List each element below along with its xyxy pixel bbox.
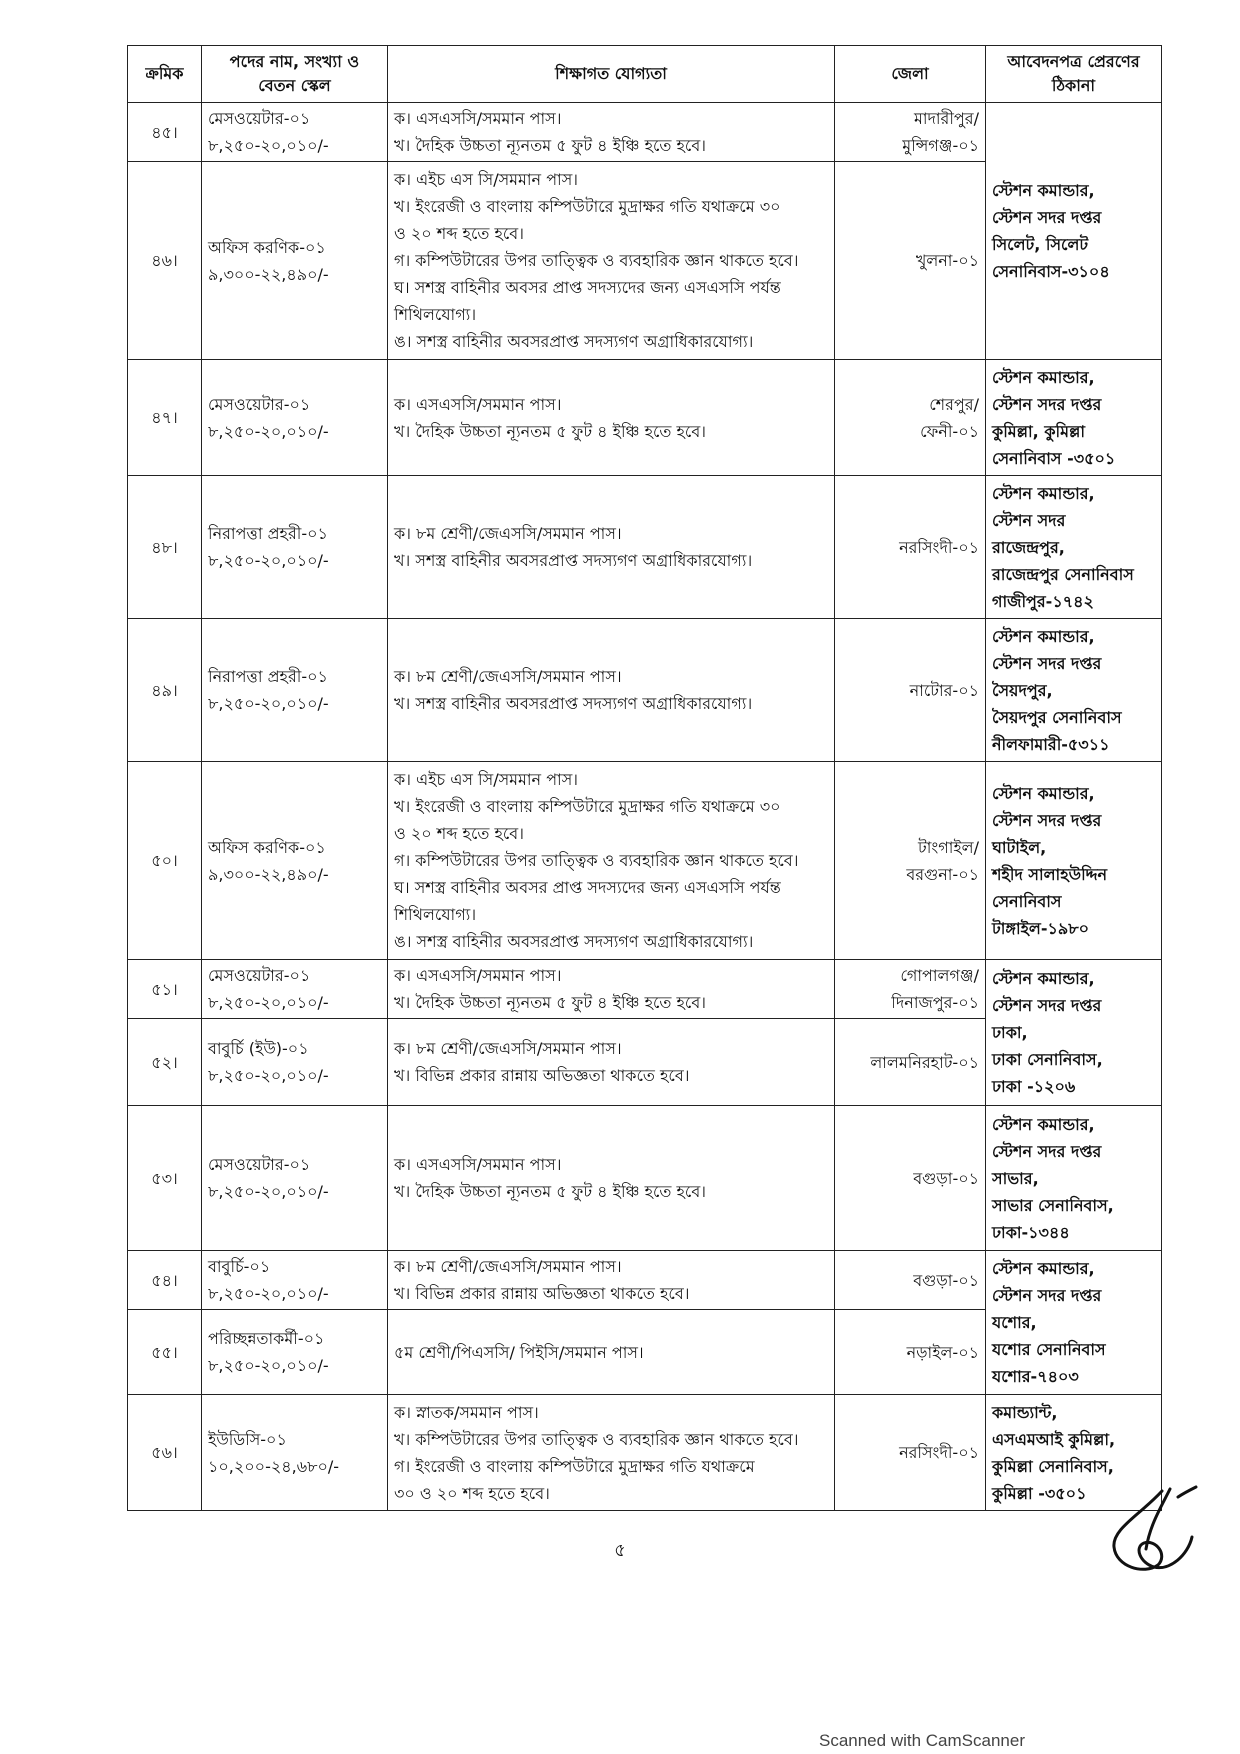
qualification-line: ঙ। সশস্ত্র বাহিনীর অবসরপ্রাপ্ত সদস্যগণ অগ্রাধিকারযোগ্য। <box>394 932 754 951</box>
address-line: ঢাকা -১২০৬ <box>992 1077 1076 1096</box>
address-line: স্টেশন কমান্ডার, <box>992 969 1095 988</box>
district-cell <box>835 1251 986 1310</box>
qualification-cell <box>388 1395 835 1511</box>
qualification-cell <box>388 619 835 762</box>
header-serial: ক্রমিক <box>128 46 202 103</box>
pay-scale: ৮,২৫০-২০,০১০/- <box>208 1182 329 1201</box>
table-row <box>128 476 1162 619</box>
serial-cell: ৪৮। <box>128 476 202 619</box>
table-row <box>128 1106 1162 1251</box>
post-name: বাবুর্চি (ইউ)-০১ <box>208 1039 309 1058</box>
post-cell <box>202 476 388 619</box>
pay-scale: ৮,২৫০-২০,০১০/- <box>208 421 329 441</box>
address-line: সৈয়দপুর সেনানিবাস <box>992 707 1122 727</box>
district-line: ফেনী-০১ <box>920 421 979 441</box>
signature-mark <box>1100 1485 1200 1580</box>
post-cell <box>202 1106 388 1251</box>
post-cell <box>202 1395 388 1511</box>
qualification-line: খ। বিভিন্ন প্রকার রান্নায় অভিজ্ঞতা থাকতে হবে। <box>394 1284 690 1303</box>
qualification-line: ক। এইচ এস সি/সমমান পাস। <box>394 770 578 789</box>
address-line: স্টেশন কমান্ডার, <box>992 626 1095 646</box>
address-line: সিলেট, সিলেট <box>992 235 1089 254</box>
table-row <box>128 960 1162 1019</box>
district-cell <box>835 762 986 960</box>
post-name: অফিস করণিক-০১ <box>208 837 326 857</box>
address-line: স্টেশন কমান্ডার, <box>992 483 1095 503</box>
address-line: যশোর-৭৪০৩ <box>992 1367 1079 1386</box>
address-line: সেনানিবাস <box>992 891 1062 911</box>
serial-cell: ৪৫। <box>128 103 202 162</box>
address-line: স্টেশন কমান্ডার, <box>992 783 1095 803</box>
post-cell <box>202 162 388 360</box>
qualification-line: খ। ইংরেজী ও বাংলায় কম্পিউটারে মুদ্রাক্ষর গতি যথাক্রমে ৩০ <box>394 797 781 816</box>
post-cell <box>202 360 388 476</box>
address-line: এসএমআই কুমিল্লা, <box>992 1429 1116 1449</box>
serial-cell: ৪৭। <box>128 360 202 476</box>
qualification-line: ঙ। সশস্ত্র বাহিনীর অবসরপ্রাপ্ত সদস্যগণ অগ্রাধিকারযোগ্য। <box>394 332 754 351</box>
table-row <box>128 360 1162 476</box>
address-line: কুমিল্লা -৩৫০১ <box>992 1483 1087 1503</box>
serial-cell: ৫০। <box>128 762 202 960</box>
qualification-line: ঘ। সশস্ত্র বাহিনীর অবসর প্রাপ্ত সদস্যদের জন্য এসএসসি পর্যন্ত <box>394 278 781 297</box>
address-line: স্টেশন সদর দপ্তর <box>992 1141 1102 1161</box>
district-line: মাদারীপুর/ <box>913 109 979 128</box>
address-cell <box>986 1251 1162 1395</box>
table-row <box>128 619 1162 762</box>
post-name: নিরাপত্তা প্রহরী-০১ <box>208 667 328 686</box>
qualification-line: ক। এসএসসি/সমমান পাস। <box>394 109 562 128</box>
pay-scale: ৮,২৫০-২০,০১০/- <box>208 551 329 570</box>
address-line: গাজীপুর-১৭৪২ <box>992 591 1094 611</box>
address-line: যশোর সেনানিবাস <box>992 1340 1106 1359</box>
qualification-line: শিথিলযোগ্য। <box>394 305 477 324</box>
address-cell <box>986 360 1162 476</box>
qualification-line: ক। এসএসসি/সমমান পাস। <box>394 394 562 414</box>
district-cell <box>835 960 986 1019</box>
district-cell <box>835 1395 986 1511</box>
pay-scale: ৯,৩০০-২২,৪৯০/- <box>208 864 329 884</box>
header-post: পদের নাম, সংখ্যা ও বেতন স্কেল <box>202 46 388 103</box>
address-line: ঢাকা সেনানিবাস, <box>992 1050 1103 1069</box>
address-line: সেনানিবাস-৩১০৪ <box>992 262 1110 281</box>
qualification-cell <box>388 162 835 360</box>
qualification-line: ও ২০ শব্দ হতে হবে। <box>394 824 524 843</box>
qualification-line: গ। ইংরেজী ও বাংলায় কম্পিউটারে মুদ্রাক্ষর গতি যথাক্রমে <box>394 1456 755 1476</box>
district-line: লালমনিরহাট-০১ <box>870 1052 979 1072</box>
serial-cell: ৫৬। <box>128 1395 202 1511</box>
address-line: সেনানিবাস -৩৫০১ <box>992 448 1116 468</box>
district-cell <box>835 162 986 360</box>
post-cell <box>202 1251 388 1310</box>
post-name: মেসওয়েটার-০১ <box>208 109 311 128</box>
pay-scale: ৮,২৫০-২০,০১০/- <box>208 1066 329 1085</box>
district-line: নড়াইল-০১ <box>906 1342 979 1362</box>
address-line: ঢাকা-১৩৪৪ <box>992 1222 1070 1242</box>
post-name: পরিচ্ছন্নতাকর্মী-০১ <box>208 1329 325 1348</box>
qualification-line: গ। কম্পিউটারের উপর তাত্ত্বিক ও ব্যবহারিক জ্ঞান থাকতে হবে। <box>394 251 799 270</box>
qualification-line: খ। বিভিন্ন প্রকার রান্নায় অভিজ্ঞতা থাকতে হবে। <box>394 1066 690 1085</box>
address-line: শহীদ সালাহউদ্দিন <box>992 864 1108 884</box>
qualification-cell <box>388 1106 835 1251</box>
address-line: নীলফামারী-৫৩১১ <box>992 734 1110 754</box>
district-cell <box>835 103 986 162</box>
header-qualification: শিক্ষাগত যোগ্যতা <box>388 46 835 103</box>
post-name: মেসওয়েটার-০১ <box>208 966 311 985</box>
address-line: স্টেশন সদর দপ্তর <box>992 996 1102 1015</box>
address-line: ঢাকা, <box>992 1023 1028 1042</box>
district-cell <box>835 476 986 619</box>
serial-cell: ৫১। <box>128 960 202 1019</box>
qualification-cell <box>388 762 835 960</box>
address-line: স্টেশন সদর দপ্তর <box>992 208 1102 227</box>
qualification-line: শিথিলযোগ্য। <box>394 905 477 924</box>
serial-cell: ৫৩। <box>128 1106 202 1251</box>
district-line: নাটোর-০১ <box>909 680 979 700</box>
pay-scale: ৮,২৫০-২০,০১০/- <box>208 993 329 1012</box>
scanner-watermark: Scanned with CamScanner <box>818 1731 1025 1750</box>
serial-cell: ৪৬। <box>128 162 202 360</box>
address-line: রাজেন্দ্রপুর, <box>992 537 1065 557</box>
qualification-line: ঘ। সশস্ত্র বাহিনীর অবসর প্রাপ্ত সদস্যদের জন্য এসএসসি পর্যন্ত <box>394 878 781 897</box>
address-line: কুমিল্লা সেনানিবাস, <box>992 1456 1114 1476</box>
qualification-line: ক। ৮ম শ্রেণী/জেএসসি/সমমান পাস। <box>394 667 622 686</box>
post-cell <box>202 1310 388 1395</box>
address-line: রাজেন্দ্রপুর সেনানিবাস <box>992 564 1134 584</box>
post-cell <box>202 103 388 162</box>
address-line: যশোর, <box>992 1313 1037 1332</box>
qualification-line: খ। সশস্ত্র বাহিনীর অবসরপ্রাপ্ত সদস্যগণ অগ্রাধিকারযোগ্য। <box>394 694 753 713</box>
qualification-cell <box>388 1251 835 1310</box>
district-line: শেরপুর/ <box>929 394 979 414</box>
header-district: জেলা <box>835 46 986 103</box>
jobs-table-body <box>128 103 1162 1511</box>
address-line: স্টেশন সদর দপ্তর <box>992 653 1102 673</box>
district-cell <box>835 1310 986 1395</box>
district-line: গোপালগঞ্জ/ <box>900 966 979 985</box>
qualification-line: ক। এসএসসি/সমমান পাস। <box>394 966 562 985</box>
pay-scale: ৯,৩০০-২২,৪৯০/- <box>208 264 329 284</box>
qualification-line: খ। সশস্ত্র বাহিনীর অবসরপ্রাপ্ত সদস্যগণ অগ্রাধিকারযোগ্য। <box>394 551 753 570</box>
address-line: স্টেশন কমান্ডার, <box>992 1114 1095 1134</box>
page-number: ৫ <box>614 1540 626 1561</box>
qualification-line: খ। ইংরেজী ও বাংলায় কম্পিউটারে মুদ্রাক্ষর গতি যথাক্রমে ৩০ <box>394 197 781 216</box>
district-line: বরগুনা-০১ <box>906 864 979 884</box>
qualification-line: ৫ম শ্রেণী/পিএসসি/ পিইসি/সমমান পাস। <box>394 1342 644 1362</box>
qualification-cell <box>388 1310 835 1395</box>
qualification-line: ক। এইচ এস সি/সমমান পাস। <box>394 170 578 189</box>
post-cell <box>202 762 388 960</box>
address-line: স্টেশন সদর দপ্তর <box>992 810 1102 830</box>
address-line: স্টেশন কমান্ডার, <box>992 367 1095 387</box>
qualification-cell <box>388 103 835 162</box>
qualification-line: খ। কম্পিউটারের উপর তাত্ত্বিক ও ব্যবহারিক জ্ঞান থাকতে হবে। <box>394 1429 799 1449</box>
address-cell <box>986 476 1162 619</box>
district-line: বগুড়া-০১ <box>913 1270 979 1290</box>
address-line: কমান্ড্যান্ট, <box>992 1402 1058 1422</box>
address-line: সাভার, <box>992 1168 1039 1188</box>
post-name: মেসওয়েটার-০১ <box>208 1155 311 1174</box>
qualification-line: ক। ৮ম শ্রেণী/জেএসসি/সমমান পাস। <box>394 524 622 543</box>
address-line: স্টেশন কমান্ডার, <box>992 1259 1095 1278</box>
qualification-line: খ। দৈহিক উচ্চতা ন্যূনতম ৫ ফুট ৪ ইঞ্চি হতে হবে। <box>394 136 706 155</box>
district-cell <box>835 360 986 476</box>
table-row <box>128 1395 1162 1511</box>
post-name: নিরাপত্তা প্রহরী-০১ <box>208 524 328 543</box>
pay-scale: ৮,২৫০-২০,০১০/- <box>208 136 329 155</box>
qualification-line: ক। ৮ম শ্রেণী/জেএসসি/সমমান পাস। <box>394 1257 622 1276</box>
qualification-line: ক। স্নাতক/সমমান পাস। <box>394 1402 539 1422</box>
serial-cell: ৪৯। <box>128 619 202 762</box>
address-cell <box>986 960 1162 1106</box>
district-line: দিনাজপুর-০১ <box>891 993 979 1012</box>
district-line: বগুড়া-০১ <box>913 1168 979 1188</box>
pay-scale: ১০,২০০-২৪,৬৮০/- <box>208 1456 340 1476</box>
address-line: ঘাটাইল, <box>992 837 1047 857</box>
qualification-cell <box>388 476 835 619</box>
address-line: স্টেশন সদর দপ্তর <box>992 1286 1102 1305</box>
district-line: নরসিংদী-০১ <box>899 537 979 557</box>
district-cell <box>835 1019 986 1106</box>
qualification-line: গ। কম্পিউটারের উপর তাত্ত্বিক ও ব্যবহারিক জ্ঞান থাকতে হবে। <box>394 851 799 870</box>
qualification-cell <box>388 960 835 1019</box>
address-cell <box>986 1106 1162 1251</box>
post-name: ইউডিসি-০১ <box>208 1429 287 1449</box>
address-line: সাভার সেনানিবাস, <box>992 1195 1114 1215</box>
district-cell <box>835 1106 986 1251</box>
serial-cell: ৫২। <box>128 1019 202 1106</box>
post-name: মেসওয়েটার-০১ <box>208 394 311 414</box>
post-name: বাবুর্চি-০১ <box>208 1257 271 1276</box>
address-line: টাঙ্গাইল-১৯৮০ <box>992 918 1090 938</box>
serial-cell: ৫৪। <box>128 1251 202 1310</box>
qualification-line: খ। দৈহিক উচ্চতা ন্যূনতম ৫ ফুট ৪ ইঞ্চি হতে হবে। <box>394 421 706 441</box>
qualification-line: ৩০ ও ২০ শব্দ হতে হবে। <box>394 1483 550 1503</box>
qualification-line: খ। দৈহিক উচ্চতা ন্যূনতম ৫ ফুট ৪ ইঞ্চি হতে হবে। <box>394 993 706 1012</box>
post-cell <box>202 1019 388 1106</box>
pay-scale: ৮,২৫০-২০,০১০/- <box>208 694 329 713</box>
address-line: স্টেশন কমান্ডার, <box>992 181 1095 200</box>
qualification-line: খ। দৈহিক উচ্চতা ন্যূনতম ৫ ফুট ৪ ইঞ্চি হতে হবে। <box>394 1182 706 1201</box>
table-header-row <box>128 46 1162 103</box>
district-line: নরসিংদী-০১ <box>899 1443 979 1462</box>
table-row <box>128 103 1162 162</box>
address-cell <box>986 103 1162 360</box>
header-address: আবেদনপত্র প্রেরণের ঠিকানা <box>986 46 1162 103</box>
district-cell <box>835 619 986 762</box>
table-row <box>128 1251 1162 1310</box>
address-line: কুমিল্লা, কুমিল্লা <box>992 421 1086 441</box>
address-cell <box>986 619 1162 762</box>
qualification-line: ক। ৮ম শ্রেণী/জেএসসি/সমমান পাস। <box>394 1039 622 1058</box>
jobs-table <box>127 45 1162 1511</box>
address-cell <box>986 762 1162 960</box>
post-name: অফিস করণিক-০১ <box>208 237 326 257</box>
district-line: টাংগাইল/ <box>917 837 979 857</box>
address-line: স্টেশন সদর দপ্তর <box>992 394 1102 414</box>
pay-scale: ৮,২৫০-২০,০১০/- <box>208 1356 329 1375</box>
pay-scale: ৮,২৫০-২০,০১০/- <box>208 1284 329 1303</box>
address-line: স্টেশন সদর <box>992 510 1066 530</box>
district-line: খুলনা-০১ <box>915 251 979 270</box>
table-row <box>128 762 1162 960</box>
qualification-line: ক। এসএসসি/সমমান পাস। <box>394 1155 562 1174</box>
serial-cell: ৫৫। <box>128 1310 202 1395</box>
address-line: সৈয়দপুর, <box>992 680 1053 700</box>
post-cell <box>202 619 388 762</box>
qualification-cell <box>388 360 835 476</box>
district-line: মুন্সিগঞ্জ-০১ <box>902 136 979 155</box>
qualification-line: ও ২০ শব্দ হতে হবে। <box>394 224 524 243</box>
post-cell <box>202 960 388 1019</box>
qualification-cell <box>388 1019 835 1106</box>
